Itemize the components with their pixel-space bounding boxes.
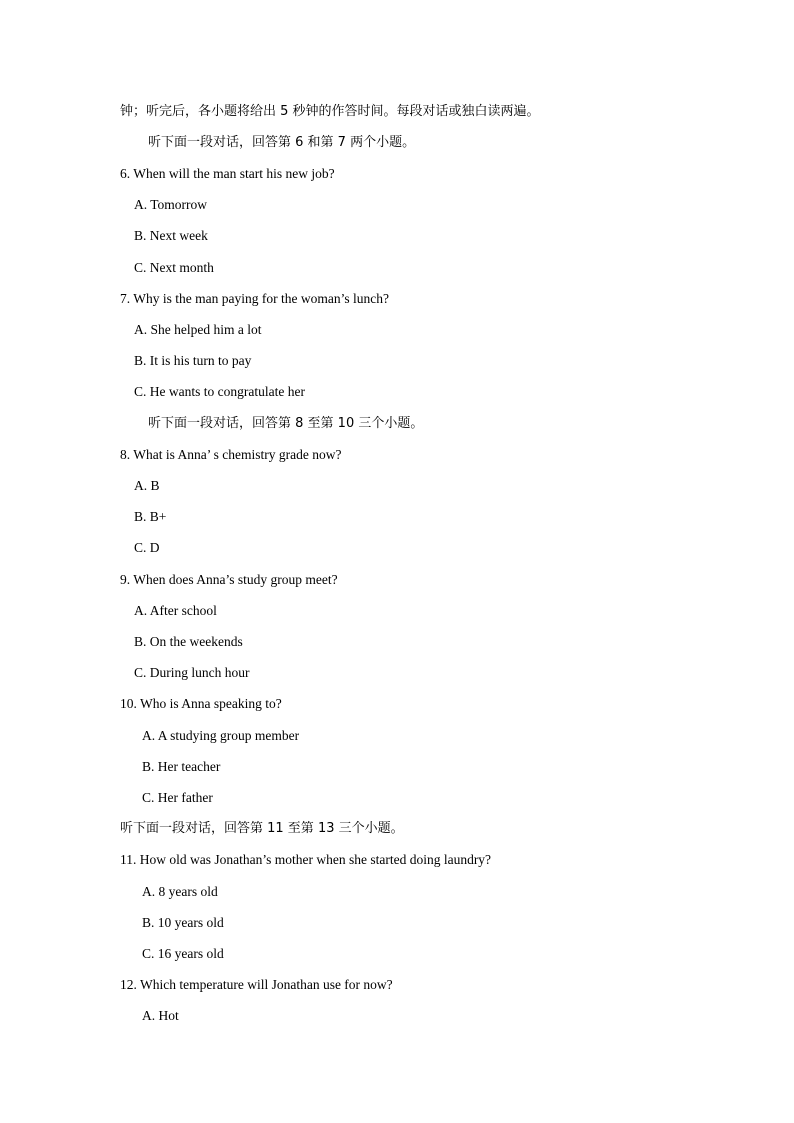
q10-option-a: A. A studying group member	[142, 728, 300, 743]
question-7: 7. Why is the man paying for the woman’s lunch?	[120, 291, 389, 306]
q9-option-b: B. On the weekends	[134, 634, 243, 649]
q7-option-b: B. It is his turn to pay	[134, 353, 252, 368]
q11-option-b: B. 10 years old	[142, 915, 224, 930]
q7-option-a: A. She helped him a lot	[134, 322, 262, 337]
section-instruction: 听下面一段对话，回答第 11 至第 13 三个小题。	[120, 821, 404, 836]
q6-option-c: C. Next month	[134, 260, 214, 275]
q9-option-c: C. During lunch hour	[134, 665, 250, 680]
q12-option-a: A. Hot	[142, 1008, 179, 1023]
q11-option-c: C. 16 years old	[142, 946, 224, 961]
question-8: 8. What is Anna’ s chemistry grade now?	[120, 447, 342, 462]
q9-option-a: A. After school	[134, 603, 217, 618]
intro-text: 钟；听完后，各小题将给出 5 秒钟的作答时间。每段对话或独白读两遍。	[120, 104, 540, 119]
q8-option-b: B. B+	[134, 509, 167, 524]
question-10: 10. Who is Anna speaking to?	[120, 696, 282, 711]
q8-option-c: C. D	[134, 540, 160, 555]
q10-option-c: C. Her father	[142, 790, 213, 805]
section-instruction: 听下面一段对话，回答第 6 和第 7 两个小题。	[148, 135, 416, 150]
q11-option-a: A. 8 years old	[142, 884, 218, 899]
question-6: 6. When will the man start his new job?	[120, 166, 335, 181]
q6-option-a: A. Tomorrow	[134, 197, 208, 212]
section-instruction: 听下面一段对话，回答第 8 至第 10 三个小题。	[148, 416, 424, 431]
q8-option-a: A. B	[134, 478, 160, 493]
question-11: 11. How old was Jonathan’s mother when she started doing laundry?	[120, 852, 492, 867]
q10-option-b: B. Her teacher	[142, 759, 221, 774]
question-9: 9. When does Anna’s study group meet?	[120, 572, 338, 587]
q6-option-b: B. Next week	[134, 228, 208, 243]
question-12: 12. Which temperature will Jonathan use for now?	[120, 977, 393, 992]
q7-option-c: C. He wants to congratulate her	[134, 384, 305, 399]
